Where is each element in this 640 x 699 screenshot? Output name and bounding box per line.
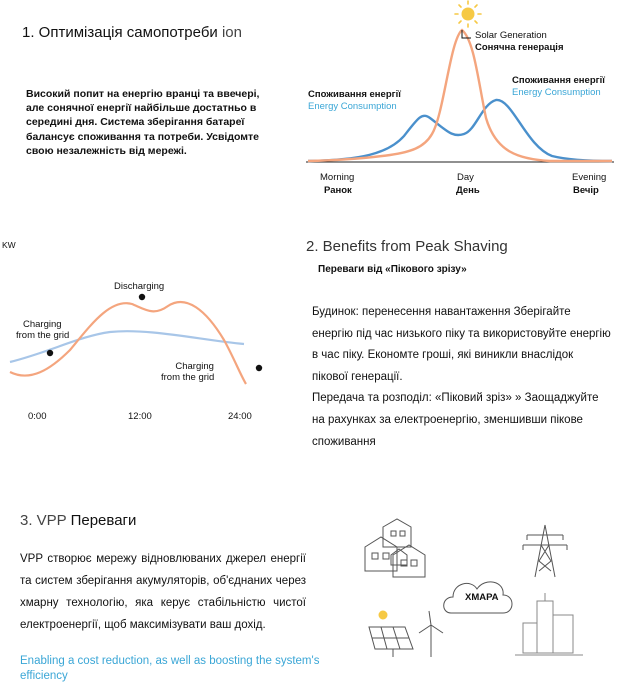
discharging-marker bbox=[139, 294, 145, 300]
consumption-left-label-en: Energy Consumption bbox=[308, 101, 397, 112]
section2-para2: Передача та розподіл: «Піковий зріз» » Заощаджуйте на рахунках за електроенергію, зменшивши пікове споживання bbox=[312, 392, 599, 448]
consumption-right-label-uk: Споживання енергії bbox=[512, 75, 605, 86]
section2-subtitle: Переваги від «Пікового зрізу» bbox=[318, 264, 467, 275]
solar-consumption-chart bbox=[300, 0, 620, 200]
section2-para1: Будинок: перенесення навантаження Зберігайте енергію під час низького піку та використовуйте енергію в час піку. Економте гроші, які виникли внаслідок пікової генерації. bbox=[312, 306, 611, 383]
tick-0000: 0:00 bbox=[28, 411, 47, 422]
tick-day-uk: День bbox=[456, 185, 480, 196]
tick-evening-en: Evening bbox=[572, 172, 607, 183]
section3-body: VPP створює мережу відновлюваних джерел енергії та систем зберігання акумуляторів, об'єднаних через хмарну технологію, яка керує стабільністю чистої електроенергії, щоб максимізувати ваш дохід. bbox=[20, 553, 306, 631]
section3-title-prefix: 3. VPP bbox=[20, 512, 67, 529]
charging-right-marker bbox=[256, 365, 262, 371]
houses-icon bbox=[365, 519, 425, 577]
tick-morning-uk: Ранок bbox=[324, 185, 352, 196]
power-tower-icon bbox=[523, 525, 567, 577]
section1-title-main: 1. Оптимізація самопотреби bbox=[22, 24, 218, 41]
section3-title bbox=[20, 512, 136, 529]
consumption-right-label-en: Energy Consumption bbox=[512, 87, 601, 98]
section3-title-word: Переваги bbox=[70, 512, 137, 529]
tick-morning-en: Morning bbox=[320, 172, 355, 183]
charging-left-label bbox=[16, 319, 70, 341]
discharging-label: Discharging bbox=[114, 281, 165, 292]
charging-right-line1: Charging bbox=[175, 361, 214, 372]
charging-left-line2: from the grid bbox=[16, 330, 70, 341]
charging-right-line2: from the grid bbox=[161, 372, 215, 383]
solar-label-en: Solar Generation bbox=[475, 30, 547, 41]
wind-turbine-icon bbox=[419, 611, 443, 657]
section1-title-suffix: ion bbox=[221, 24, 242, 41]
solar-panel-icon bbox=[369, 611, 413, 657]
section3-tagline: Enabling a cost reduction, as well as boosting the system's efficiency bbox=[20, 655, 320, 682]
sun-icon bbox=[455, 1, 481, 27]
consumption-left-label-uk: Споживання енергії bbox=[308, 89, 401, 100]
charging-right-label bbox=[161, 361, 215, 383]
kw-unit-label: KW bbox=[2, 240, 16, 250]
tick-1200: 12:00 bbox=[128, 411, 152, 422]
section1-title bbox=[22, 24, 242, 41]
cloud-label: ХМАРА bbox=[465, 592, 499, 603]
tick-evening-uk: Вечір bbox=[573, 185, 599, 196]
section2-title: 2. Benefits from Peak Shaving bbox=[306, 238, 508, 255]
tick-2400: 24:00 bbox=[228, 411, 252, 422]
charging-left-marker bbox=[47, 350, 53, 356]
tick-day-en: Day bbox=[457, 172, 474, 183]
section1-body: Високий попит на енергію вранці та ввечері, але сонячної енергії найбільше достатньо в середині дня. Система зберігання батареї балансує споживання та потреби. Усвідомте свою незалежність від мережі. bbox=[26, 88, 260, 157]
vpp-network-diagram bbox=[355, 515, 625, 665]
charging-left-line1: Charging bbox=[23, 319, 62, 330]
city-buildings-icon bbox=[515, 593, 583, 655]
section2-body bbox=[312, 302, 612, 453]
solar-label-uk: Сонячна генерація bbox=[475, 42, 564, 53]
